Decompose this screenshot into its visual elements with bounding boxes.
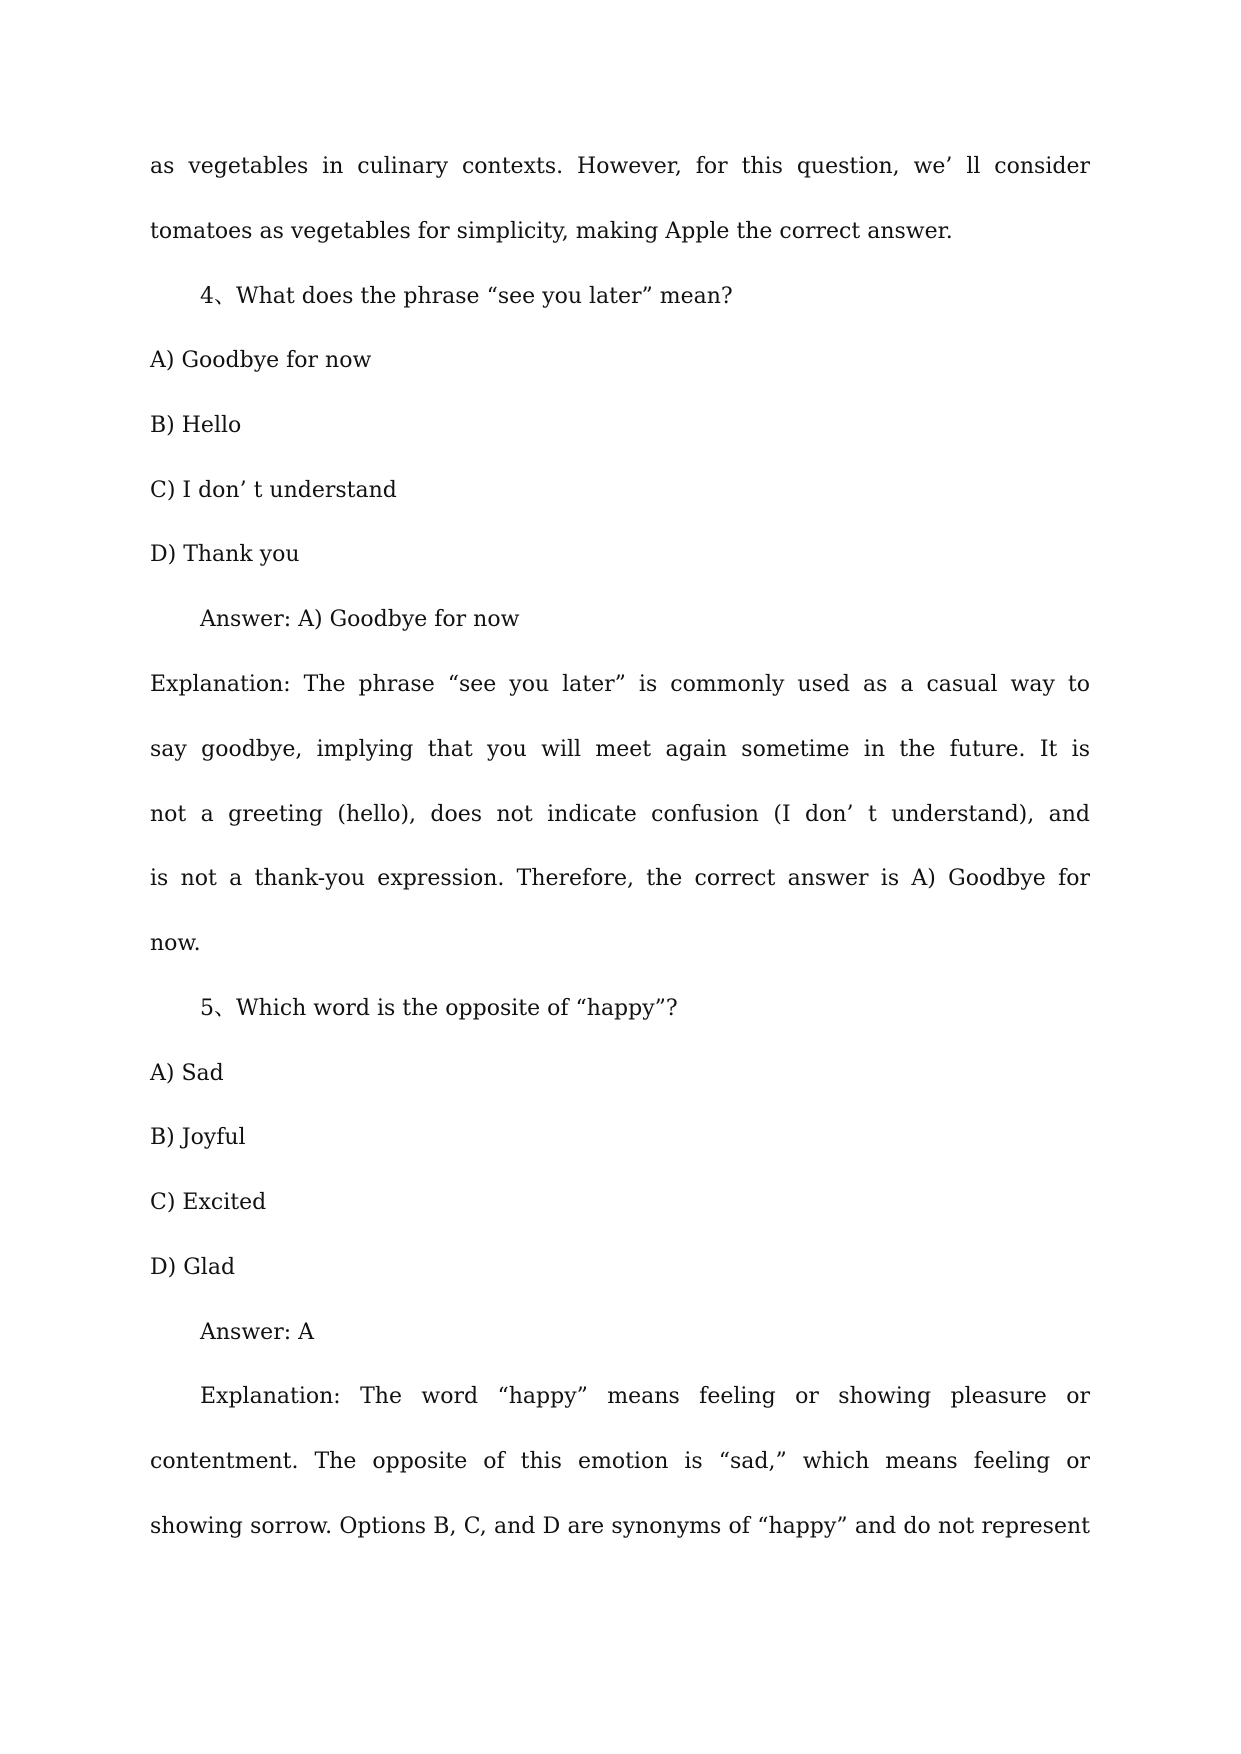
explanation-line: not a greeting (hello), does not indicate confusion (I don’ t understand), and bbox=[150, 802, 1090, 827]
explanation-line: now. bbox=[150, 931, 201, 956]
option-d: D) Glad bbox=[150, 1255, 236, 1280]
answer-5: Answer: A bbox=[200, 1320, 315, 1345]
option-b: B) Hello bbox=[150, 413, 242, 438]
option-c: C) Excited bbox=[150, 1190, 267, 1215]
explanation-line: Explanation: The phrase “see you later” is commonly used as a casual way to bbox=[150, 672, 1090, 697]
question-5: 5、Which word is the opposite of “happy”? bbox=[200, 996, 678, 1021]
option-a: A) Sad bbox=[150, 1061, 224, 1086]
paragraph-line: as vegetables in culinary contexts. However, for this question, we’ ll consider bbox=[150, 154, 1090, 179]
paragraph-line: tomatoes as vegetables for simplicity, making Apple the correct answer. bbox=[150, 219, 953, 244]
option-a: A) Goodbye for now bbox=[150, 348, 372, 373]
explanation-line: say goodbye, implying that you will meet again sometime in the future. It is bbox=[150, 737, 1090, 762]
explanation-line: Explanation: The word “happy” means feeling or showing pleasure or bbox=[200, 1384, 1090, 1409]
option-d: D) Thank you bbox=[150, 542, 300, 567]
answer-4: Answer: A) Goodbye for now bbox=[200, 607, 520, 632]
explanation-line: is not a thank-you expression. Therefore, the correct answer is A) Goodbye for bbox=[150, 866, 1090, 891]
question-4: 4、What does the phrase “see you later” mean? bbox=[200, 284, 733, 309]
option-b: B) Joyful bbox=[150, 1125, 246, 1150]
explanation-line: contentment. The opposite of this emotion is “sad,” which means feeling or bbox=[150, 1449, 1090, 1474]
explanation-line: showing sorrow. Options B, C, and D are synonyms of “happy” and do not represent bbox=[150, 1514, 1090, 1539]
option-c: C) I don’ t understand bbox=[150, 478, 397, 503]
